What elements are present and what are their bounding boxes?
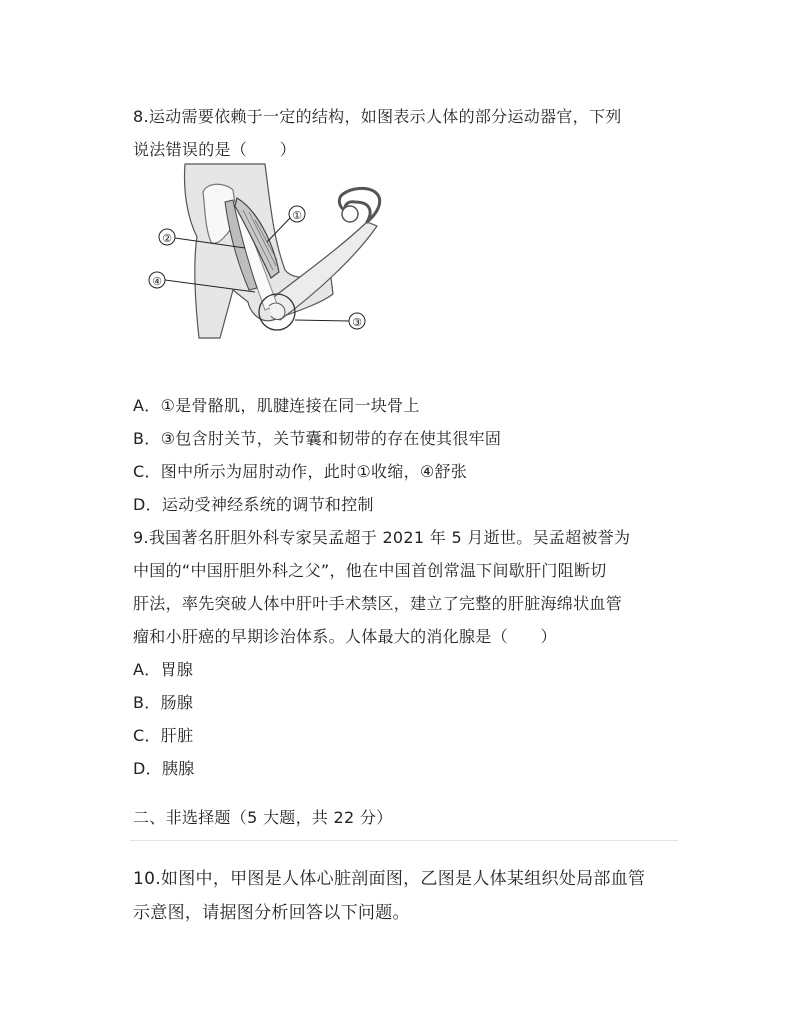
q9-option-d: D．胰腺 [133,759,195,778]
q9-option-c: C．肝脏 [133,726,194,745]
section-divider [130,840,678,841]
arm-muscle-figure [145,162,385,342]
label-4: ④ [152,275,162,288]
q8-option-a: A．①是骨骼肌，肌腱连接在同一块骨上 [133,396,420,415]
section-2-title: 二、非选择题（5 大题，共 22 分） [133,808,393,827]
q9-option-b: B．肠腺 [133,693,194,712]
q8-option-d: D．运动受神经系统的调节和控制 [133,495,374,514]
q8-stem-line2: 说法错误的是（ ） [133,140,297,159]
q8-option-b: B．③包含肘关节，关节囊和韧带的存在使其很牢固 [133,429,502,448]
q9-stem-line4: 瘤和小肝癌的早期诊治体系。人体最大的消化腺是（ ） [133,627,557,646]
q10-stem-line2: 示意图，请据图分析回答以下问题。 [133,903,410,923]
label-1: ① [292,209,302,222]
q9-stem-line3: 肝法，率先突破人体中肝叶手术禁区，建立了完整的肝脏海绵状血管 [133,594,623,613]
label-3: ③ [352,316,362,329]
q9-stem-line1: 9.我国著名肝胆外科专家吴孟超于 2021 年 5 月逝世。吴孟超被誉为 [133,528,631,547]
q8-stem-line1: 8.运动需要依赖于一定的结构，如图表示人体的部分运动器官，下列 [133,107,622,126]
q10-stem-line1: 10.如图中，甲图是人体心脏剖面图，乙图是人体某组织处局部血管 [133,869,646,889]
q8-option-c: C．图中所示为屈肘动作，此时①收缩，④舒张 [133,462,468,481]
q9-stem-line2: 中国的“中国肝胆外科之父”，他在中国首创常温下间歇肝门阻断切 [133,561,607,580]
label-2: ② [162,232,172,245]
q9-option-a: A．胃腺 [133,660,194,679]
